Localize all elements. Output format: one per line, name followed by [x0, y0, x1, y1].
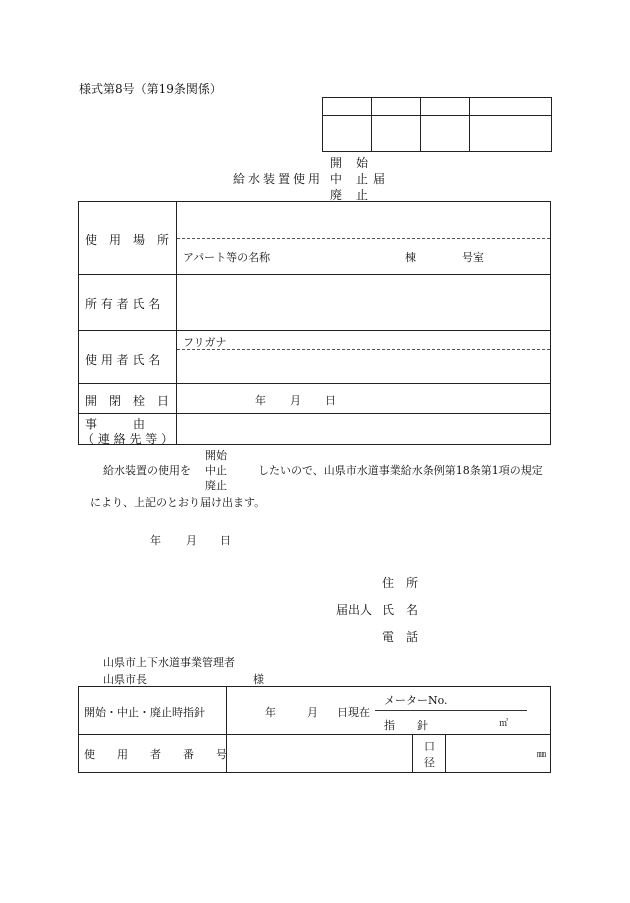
- caliber-unit: ㎜: [536, 750, 546, 760]
- reason-label-cell: [79, 414, 177, 445]
- meter-unit: ㎥: [499, 719, 509, 729]
- caliber-label-cell: [413, 735, 446, 773]
- recipient-line2: 山県市長: [103, 673, 147, 686]
- title-suffix: 届: [373, 172, 386, 186]
- stamp-cell[interactable]: [470, 98, 552, 116]
- statement-option-stop: 中止: [205, 464, 227, 477]
- reason-label-line2: （ 連 絡 先 等 ）: [82, 432, 174, 446]
- meter-label-cell: [79, 687, 227, 735]
- stamp-cell[interactable]: [470, 116, 552, 152]
- location-label-cell: [79, 202, 177, 275]
- caliber-label-1: 口: [424, 740, 435, 753]
- furigana-divider: [177, 349, 550, 350]
- applicant-address-label: 住 所: [382, 576, 419, 590]
- recipient-line1: 山県市上下水道事業管理者: [103, 656, 235, 669]
- building-label: 棟: [405, 251, 416, 264]
- meter-underline: [375, 710, 527, 711]
- stamp-cell[interactable]: [372, 98, 421, 116]
- stamp-cell[interactable]: [421, 98, 470, 116]
- user-number-label: 使 用 者 番 号: [84, 748, 227, 761]
- owner-label-cell: [79, 275, 177, 331]
- stamp-cell[interactable]: [323, 98, 372, 116]
- submission-day: 日: [220, 534, 231, 547]
- meter-reading-label: 指 針: [384, 719, 428, 732]
- valve-year: 年: [255, 394, 266, 407]
- meter-no-label: メーターNo.: [384, 694, 448, 707]
- location-divider: [177, 238, 550, 239]
- title-prefix: 給水装置使用: [233, 172, 324, 186]
- stamp-grid: [322, 97, 552, 152]
- applicant-prefix: 届出人: [336, 603, 373, 617]
- user-name-field[interactable]: [177, 331, 551, 384]
- valve-month: 月: [290, 394, 301, 407]
- statement-option-abolish: 廃止: [205, 479, 227, 492]
- meter-month: 月: [307, 706, 318, 719]
- user-number-field[interactable]: [227, 735, 413, 773]
- owner-label: 所 有 者 氏 名: [85, 297, 161, 311]
- caliber-field[interactable]: [446, 735, 551, 773]
- valve-day: 日: [325, 394, 336, 407]
- user-label-cell: [79, 331, 177, 384]
- reason-field[interactable]: [177, 414, 551, 445]
- apartment-name-label: アパート等の名称: [183, 251, 271, 264]
- statement-line2: により、上記のとおり届け出ます。: [90, 496, 266, 509]
- reason-label-line1: 事 由: [85, 417, 146, 431]
- furigana-label: フリガナ: [183, 336, 227, 349]
- meter-reading-field[interactable]: [227, 687, 551, 735]
- valve-date-field[interactable]: [177, 384, 551, 414]
- statement-option-start: 開始: [205, 449, 227, 462]
- applicant-phone-label: 電 話: [382, 630, 419, 644]
- user-label: 使 用 者 氏 名: [85, 353, 161, 367]
- title-option-stop: 中 止: [330, 172, 370, 186]
- caliber-label-2: 径: [424, 756, 435, 769]
- main-form-table: [78, 201, 551, 445]
- valve-label: 開 閉 栓 日: [85, 394, 170, 408]
- applicant-name-label: 氏 名: [382, 603, 419, 617]
- form-number: 様式第8号（第19条関係）: [79, 82, 222, 96]
- room-label: 号室: [462, 251, 484, 264]
- stamp-cell[interactable]: [421, 116, 470, 152]
- statement-suffix: したいので、山県市水道事業給水条例第18条第1項の規定: [258, 464, 543, 477]
- submission-year: 年: [150, 534, 161, 547]
- meter-day-current: 日現在: [337, 706, 370, 719]
- user-number-label-cell: [79, 735, 227, 773]
- owner-name-field[interactable]: [177, 275, 551, 331]
- recipient-honorific: 様: [253, 673, 264, 686]
- statement-prefix: 給水装置の使用を: [103, 464, 191, 477]
- valve-label-cell: [79, 384, 177, 414]
- stamp-cell[interactable]: [323, 116, 372, 152]
- stamp-cell[interactable]: [372, 116, 421, 152]
- title-option-abolish: 廃 止: [330, 188, 370, 202]
- meter-table: [78, 686, 551, 773]
- title-option-start: 開 始: [330, 156, 370, 170]
- meter-label: 開始・中止・廃止時指針: [84, 706, 205, 719]
- submission-month: 月: [186, 534, 197, 547]
- location-label: 使 用 場 所: [85, 233, 170, 247]
- meter-year: 年: [265, 706, 276, 719]
- location-field[interactable]: [177, 202, 551, 275]
